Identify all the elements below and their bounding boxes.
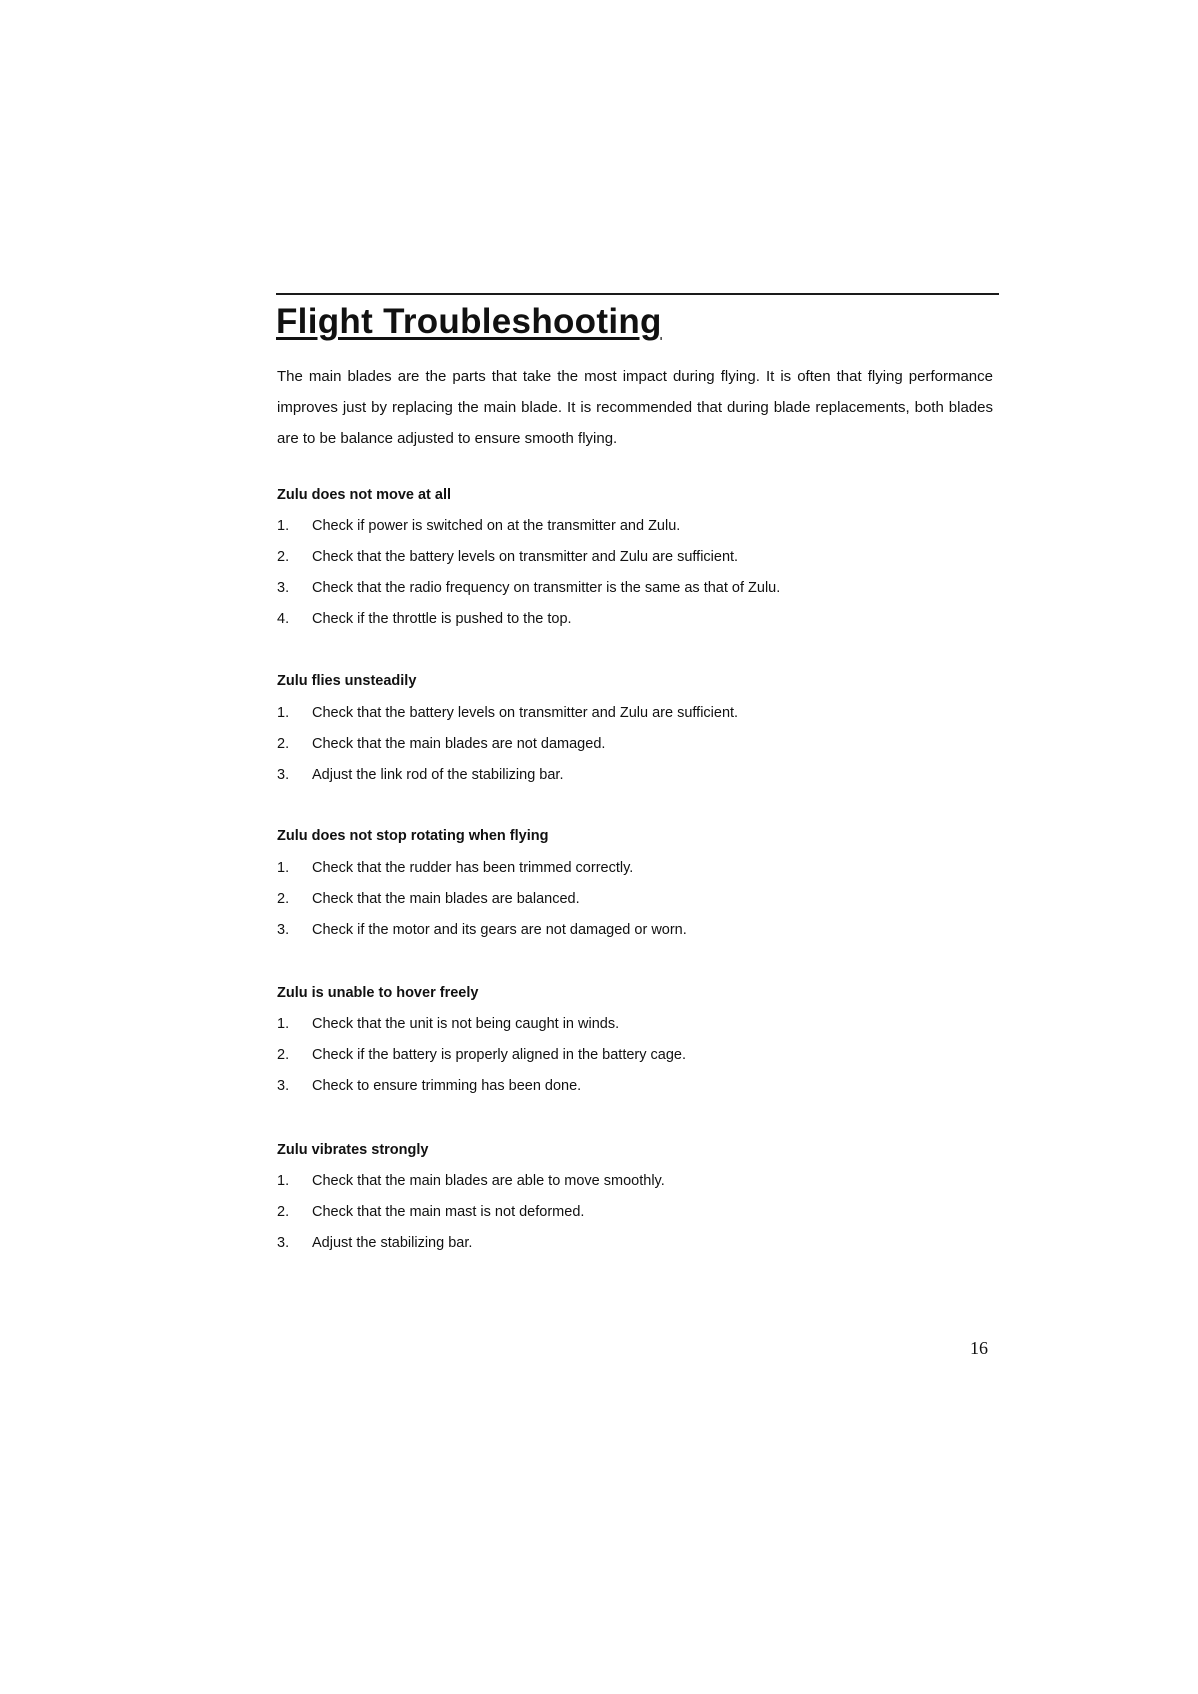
section-heading-vibrates: Zulu vibrates strongly [277,1142,429,1158]
list-item [277,573,977,604]
step-text: Check if the motor and its gears are not damaged or worn. [312,922,687,938]
step-text: Check that the battery levels on transmitter and Zulu are sufficient. [312,549,739,565]
step-text: Adjust the link rod of the stabilizing bar. [312,767,564,783]
step-number: 2. [277,736,290,752]
step-number: 4. [277,611,290,627]
step-number: 3. [277,922,290,938]
step-text: Check if the throttle is pushed to the top. [312,611,572,627]
step-text: Check that the rudder has been trimmed correctly. [312,860,634,876]
step-text: Check that the main mast is not deformed. [312,1204,585,1220]
list-item [277,1166,977,1197]
list-item [277,884,977,915]
step-number: 1. [277,1016,290,1032]
list-item [277,1071,977,1102]
section-heading-unsteady: Zulu flies unsteadily [277,673,417,689]
steps-list-vibrates [277,1166,977,1259]
step-number: 2. [277,1047,290,1063]
page-number: 16 [970,1338,988,1358]
step-number: 1. [277,705,290,721]
step-number: 3. [277,580,290,596]
step-text: Check that the unit is not being caught in winds. [312,1016,620,1032]
list-item [277,1009,977,1040]
list-item [277,604,977,635]
list-item [277,915,977,946]
header-rule [276,293,999,295]
step-number: 1. [277,518,290,534]
list-item [277,729,977,760]
list-item [277,542,977,573]
section-heading-hover: Zulu is unable to hover freely [277,985,479,1001]
step-number: 1. [277,1173,290,1189]
step-number: 2. [277,1204,290,1220]
step-text: Check that the battery levels on transmitter and Zulu are sufficient. [312,705,739,721]
intro-paragraph: The main blades are the parts that take the most impact during flying. It is often that flying performance improves just by replacing the main blade. It is recommended that during blade replacements, both blades are to be balance adjusted to ensure smooth flying. [277,368,993,447]
section-heading-no-move: Zulu does not move at all [277,487,452,503]
step-text: Check to ensure trimming has been done. [312,1078,582,1094]
list-item [277,1040,977,1071]
list-item [277,1228,977,1259]
step-text: Check that the main blades are able to move smoothly. [312,1173,665,1189]
step-text: Check that the main blades are not damaged. [312,736,606,752]
step-text: Check that the main blades are balanced. [312,891,580,907]
list-item [277,511,977,542]
steps-list-rotating [277,853,977,946]
steps-list-no-move [277,511,977,635]
list-item [277,1197,977,1228]
page-title: Flight Troubleshooting [276,302,662,341]
section-heading-rotating: Zulu does not stop rotating when flying [277,828,549,844]
step-text: Check if power is switched on at the transmitter and Zulu. [312,518,681,534]
step-number: 3. [277,1235,290,1251]
list-item [277,698,977,729]
steps-list-unsteady [277,698,977,791]
step-number: 2. [277,549,290,565]
step-number: 3. [277,767,290,783]
step-number: 2. [277,891,290,907]
list-item [277,853,977,884]
step-number: 3. [277,1078,290,1094]
step-text: Check if the battery is properly aligned in the battery cage. [312,1047,686,1063]
list-item [277,760,977,791]
step-text: Adjust the stabilizing bar. [312,1235,473,1251]
step-text: Check that the radio frequency on transmitter is the same as that of Zulu. [312,580,781,596]
steps-list-hover [277,1009,977,1102]
step-number: 1. [277,860,290,876]
